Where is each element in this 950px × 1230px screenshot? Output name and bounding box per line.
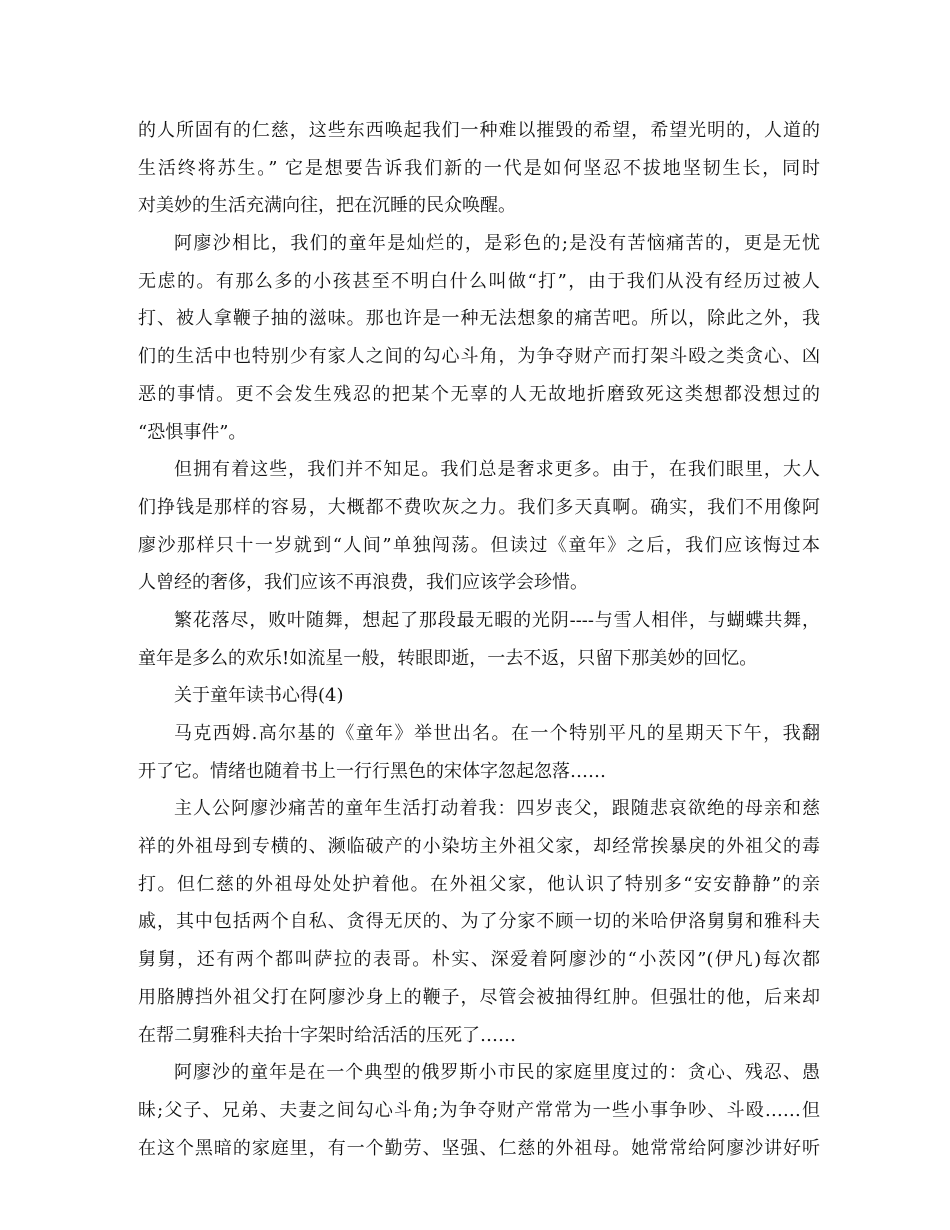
paragraph-first-line: 阿廖沙的童年是在一个典型的俄罗斯小市民的家庭里度过的：贪心、残忍、愚: [174, 1062, 820, 1084]
text-line: 们挣钱是那样的容易，大概都不费吹灰之力。我们多天真啊。确实，我们不用像阿: [138, 496, 820, 518]
text-line: 对美妙的生活充满向往，把在沉睡的民众唤醒。: [138, 195, 516, 217]
text-line: 廖沙那样只十一岁就到“人间”单独闯荡。但读过《童年》之后，我们应该悔过本: [138, 534, 820, 556]
text-line: 生活终将苏生。” 它是想要告诉我们新的一代是如何坚忍不拔地坚韧生长，同时: [138, 157, 820, 179]
text-line: 打、被人拿鞭子抽的滋味。那也许是一种无法想象的痛苦吧。所以，除此之外，我: [138, 308, 820, 330]
text-line: 打。但仁慈的外祖母处处护着他。在外祖父家，他认识了特别多“安安静静”的亲: [138, 873, 820, 895]
text-line: 恶的事情。更不会发生残忍的把某个无辜的人无故地折磨致死这类想都没想过的: [138, 383, 820, 405]
text-line: 童年是多么的欢乐!如流星一般，转眼即逝，一去不返，只留下那美妙的回忆。: [138, 647, 758, 669]
text-line: 昧;父子、兄弟、夫妻之间勾心斗角;为争夺财产常常为一些小事争吵、斗殴……但: [138, 1099, 820, 1121]
text-line: 祥的外祖母到专横的、濒临破产的小染坊主外祖父家，却经常挨暴戾的外祖父的毒: [138, 836, 820, 858]
text-line: 舅舅，还有两个都叫萨拉的表哥。朴实、深爱着阿廖沙的“小茨冈”(伊凡)每次都: [138, 949, 820, 971]
text-line: 们的生活中也特别少有家人之间的勾心斗角，为争夺财产而打架斗殴之类贪心、凶: [138, 346, 820, 368]
text-line: 戚，其中包括两个自私、贪得无厌的、为了分家不顾一切的米哈伊洛舅舅和雅科夫: [138, 911, 820, 933]
text-line: 用胳膊挡外祖父打在阿廖沙身上的鞭子，尽管会被抽得红肿。但强壮的他，后来却: [138, 986, 820, 1008]
paragraph-first-line: 繁花落尽，败叶随舞，想起了那段最无暇的光阴----与雪人相伴，与蝴蝶共舞，: [174, 609, 820, 631]
text-line: 在这个黑暗的家庭里，有一个勤劳、坚强、仁慈的外祖母。她常常给阿廖沙讲好听: [138, 1137, 820, 1159]
text-line: 无虑的。有那么多的小孩甚至不明白什么叫做“打”，由于我们从没有经历过被人: [138, 270, 820, 292]
text-line: 的人所固有的仁慈，这些东西唤起我们一种难以摧毁的希望，希望光明的，人道的: [138, 120, 820, 141]
text-line: 在帮二舅雅科夫抬十字架时给活活的压死了……: [138, 1024, 516, 1046]
paragraph-first-line: 主人公阿廖沙痛苦的童年生活打动着我：四岁丧父，跟随悲哀欲绝的母亲和慈: [174, 798, 820, 820]
text-line: 开了它。情绪也随着书上一行行黑色的宋体字忽起忽落……: [138, 760, 606, 782]
text-line: “恐惧事件”。: [138, 421, 247, 443]
document-body: [138, 112, 820, 1167]
paragraph-first-line: 但拥有着这些，我们并不知足。我们总是奢求更多。由于，在我们眼里，大人: [174, 459, 820, 481]
section-heading: 关于童年读书心得(4): [174, 685, 344, 707]
paragraph-first-line: 马克西姆.高尔基的《童年》举世出名。在一个特别平凡的星期天下午，我翻: [174, 723, 820, 744]
text-line: 人曾经的奢侈，我们应该不再浪费，我们应该学会珍惜。: [138, 572, 588, 594]
paragraph-first-line: 阿廖沙相比，我们的童年是灿烂的，是彩色的;是没有苦恼痛苦的，更是无忧: [174, 233, 820, 255]
